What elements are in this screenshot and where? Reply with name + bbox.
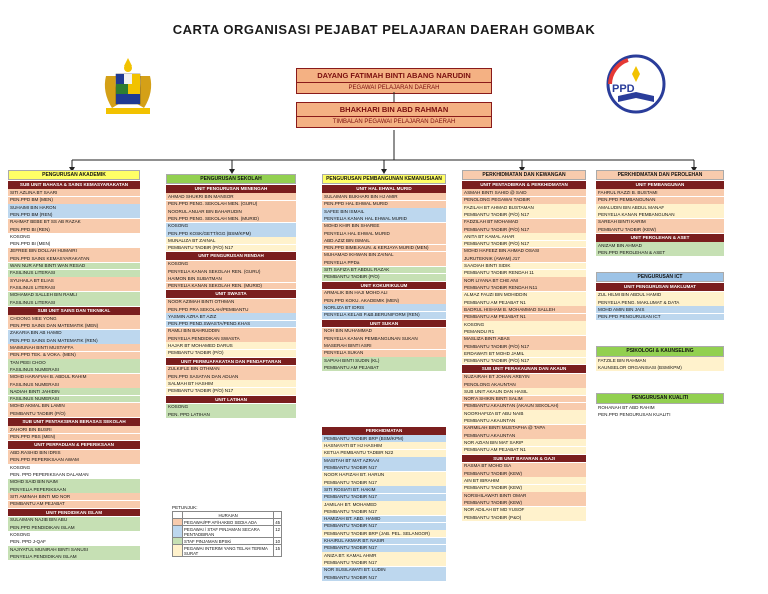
staff-entry: PENYELIA KELAB P.&B.BERUNIFORM (REN) <box>322 312 446 319</box>
legend-item: PEGAWAI/PP AF/HAKBO SEDIA ADA <box>183 519 274 526</box>
staff-entry: KOSONG <box>166 404 296 411</box>
staff-entry: PEMBANTU TADBIR N17 <box>322 523 446 530</box>
staff-entry: ANITA BT KAMAL AHAR <box>462 233 586 240</box>
column-header: PENGURUSAN PEMBANGUNAN KEMANUSIAAN <box>322 174 446 184</box>
staff-entry: NOORHAFIZA BT ABU NAIB <box>462 410 586 417</box>
unit-group <box>8 509 140 561</box>
staff-entry: NORLIZA BT IDRIS <box>322 304 446 311</box>
staff-entry: NOH BIN MUHAMMAD <box>322 328 446 335</box>
staff-entry: HAIMON BIN SUBATMAN <box>166 275 296 282</box>
unit-title: UNIT PENTADBIRAN & PERKHIDMATAN <box>462 181 586 189</box>
staff-entry: PEMBANTU TADBIR N17 <box>322 494 446 501</box>
staff-entry: PEN.PPD BI (MEN) <box>8 241 140 248</box>
unit-title: UNIT PERPADUAN & PEPERIKSAAN <box>8 441 140 449</box>
staff-entry: SUHAIMI BIN HARON <box>8 204 140 211</box>
staff-entry: ERDAWATI BT MOHD JAMIL <box>462 350 586 357</box>
staff-entry: PEMBANTU TADBIR N17 <box>322 574 446 581</box>
staff-entry: PEMBANTU TADBIR (KEW) <box>462 470 586 477</box>
staff-entry: KOSONG <box>8 464 140 471</box>
unit-group <box>596 283 724 320</box>
staff-entry: PEMBANTU TADBIR (P/O) <box>322 274 446 281</box>
staff-entry: ZULKIFLE BIN OTHMAN <box>166 366 296 373</box>
staff-entry: PENYELIA SUKAN <box>322 350 446 357</box>
unit-group <box>322 320 446 372</box>
staff-entry: MUHAMAD IKHWAN BIN ZAINAL <box>322 252 446 259</box>
staff-entry: PEMBANTU AKAUNTAN <box>462 432 586 439</box>
staff-entry: PEN.PPD KOSK/GETT/IGG (BSM/KPM) <box>166 230 296 237</box>
staff-entry: AMALUDIN BIN ABDUL MANAF <box>596 204 724 211</box>
staff-entry: PEMBANTU TADBIR (KEW) <box>462 485 586 492</box>
head-name: DAYANG FATIMAH BINTI ABANG NARUDIN <box>297 69 491 83</box>
unit-group <box>596 234 724 256</box>
column-sekolah <box>166 174 296 418</box>
legend-header: HURAIAN <box>183 512 274 519</box>
staff-entry: ANIZA BT. KAMAL AHMR <box>322 552 446 559</box>
legend <box>172 505 282 557</box>
staff-entry: PEMBANTU TADBIR BRP (BSM/KPM) <box>322 435 446 442</box>
unit-group <box>322 185 446 280</box>
staff-entry: AIN BT IBRAHIM <box>462 477 586 484</box>
staff-entry: PEN.PPD SAINS DAN MATEMATIK (MEN) <box>8 322 140 329</box>
staff-entry: PEMBANTU TADBIR (P/O) N17 <box>462 358 586 365</box>
staff-entry: ZAKARIA BIN AB HAMID <box>8 330 140 337</box>
staff-entry: PENOLONG PEGAWAI TADBIR <box>462 197 586 204</box>
staff-entry: FASILINUS LITERASI <box>8 284 140 291</box>
staff-entry: JAMILAH BT. MOHAMED <box>322 501 446 508</box>
staff-entry: PEN.PPD KOKU. AKADEMIK (MEN) <box>322 297 446 304</box>
staff-entry: PEMBANTU AM PEJABAT N1 <box>462 299 586 306</box>
staff-entry: PEN. PPD PEPERIKSAAN DALAMAN <box>8 472 140 479</box>
unit-group <box>166 396 296 418</box>
column-header: PENGURUSAN SEKOLAH <box>166 174 296 184</box>
unit-group <box>8 441 140 507</box>
staff-entry: PEN. PPD LATIHAN <box>166 411 296 418</box>
staff-entry: PEN.PPD PENGURUSAN KUALITI <box>596 411 724 418</box>
unit-title: SUB UNIT PENTAKSIRAN BERASAS SEKOLAH <box>8 418 140 426</box>
staff-entry: PENYELIA PENDIDIKAN ISLAM <box>8 553 140 560</box>
unit-group <box>166 252 296 289</box>
staff-entry: PEMBANTU TADBIR (P&O) <box>462 514 586 521</box>
staff-entry: PEMBANTU AKAUNTAN (AKAUN SEKOLAH) <box>462 403 586 410</box>
staff-entry: PENYELIA KANAN PEMBANGUNAN SUKAN <box>322 335 446 342</box>
staff-entry: NOR'A SHIKIN BINTI SALIM <box>462 396 586 403</box>
unit-title: UNIT PEMBANGUNAN <box>596 181 724 189</box>
legend-title: PETUNJUK: <box>172 505 198 510</box>
staff-entry: JURUTEKNIK (AWAM) J17 <box>462 255 586 262</box>
ppd-logo-text: PPD <box>612 83 635 95</box>
staff-entry: HASNAYATI BT HJ HASHIM <box>322 442 446 449</box>
staff-entry: ABD.AZIZ BIN ISMAIL <box>322 237 446 244</box>
staff-entry: PEN.PPD BM (REN) <box>8 211 140 218</box>
staff-entry: PEN.PPD PEPERIKSAAN AWAM <box>8 457 140 464</box>
deputy-name: BHAKHARI BIN ABD RAHMAN <box>297 103 491 117</box>
staff-entry: PEMBANTU TADBIR RENDAH 11 <box>462 270 586 277</box>
staff-entry: PEMBANTU TADBIR (P/O) N17 <box>462 211 586 218</box>
legend-table <box>172 511 282 557</box>
legend-swatch <box>173 526 183 538</box>
staff-entry: PEN.PPD PEMBANGUNAN <box>596 197 724 204</box>
staff-entry: MOHD HAFEEZ BIN AHMAD OSASI <box>462 248 586 255</box>
staff-entry: NOR ADILAH BT MD YUSOF <box>462 507 586 514</box>
staff-entry: NOOR AZIMAH BINTI OTHMAN <box>166 299 296 306</box>
staff-entry: PEMBANTU TADBIR (P/O) N17 <box>462 343 586 350</box>
unit-title: UNIT SWASTA <box>166 290 296 298</box>
staff-entry: PEMBANTU AM PEJABAT <box>8 501 140 508</box>
staff-entry: SAFEE BIN ISMAIL <box>322 208 446 215</box>
staff-entry: PEN.PPD PBS (MEN) <box>8 434 140 441</box>
staff-entry: AHMAD SHUKRI BIN MANSOR <box>166 193 296 200</box>
staff-entry: PEMANDU R1 <box>462 328 586 335</box>
staff-entry: PEN.PPD PENG. SEKOLAH MEN. (GURU) <box>166 201 296 208</box>
staff-entry: TAN PEEI CHOO <box>8 359 140 366</box>
staff-entry: PENYELIA KANAN PEMBANGUNAN <box>596 211 724 218</box>
column-akademik <box>8 170 140 560</box>
staff-entry: PENYELIA PENG. MAKLUMAT & DATA <box>596 299 724 306</box>
staff-entry: PEN.PPD PEND.SWASTA/PEND.KHAS <box>166 321 296 328</box>
unit-title: UNIT PENGURUSAN MAKLUMAT <box>596 283 724 291</box>
staff-entry: NOR LIYANA BT CHE ANI <box>462 277 586 284</box>
staff-entry: PEMBANTU TADBIR (P/O) N17 <box>166 388 296 395</box>
staff-entry: NADIAH BINTI JAHIDIN <box>8 388 140 395</box>
staff-entry: PEN. PPD J-QAF <box>8 539 140 546</box>
staff-entry: PEN.PPD PRA SEKOLAH/PEMBANTU <box>166 306 296 313</box>
staff-entry: WAN NUR AFNI BINTI WAN RESAD <box>8 263 140 270</box>
unit-title: SUB UNIT BAHASA & SAINS KEMASYARAKATAN <box>8 181 140 189</box>
column-header: PSIKOLOGI & KAUNSELING <box>596 346 724 356</box>
column-header: PENGURUSAN AKADEMIK <box>8 170 140 180</box>
staff-entry: FAZILAH BT AHMAD BUSTAMAN <box>462 204 586 211</box>
staff-entry: SYUHAILA BT ELIAS <box>8 277 140 284</box>
staff-entry: PEN.PPD SAINS KEMASYARAKATAN <box>8 255 140 262</box>
column-perolehan <box>596 170 724 418</box>
unit-title: UNIT HAL EHWAL MURID <box>322 185 446 193</box>
staff-entry: SAADIAH BINTI SIDIK <box>462 263 586 270</box>
unit-title: SUB UNIT BAYARAN & GAJI <box>462 455 586 463</box>
unit-title: SUB UNIT PERAKAUNAN DAN AKAUN <box>462 365 586 373</box>
staff-entry: SUB UNIT AKAUN DAN HASIL <box>462 388 586 395</box>
staff-entry: NORSHILAWATI BINTI OMAR <box>462 492 586 499</box>
staff-entry: SITI AZLINA BT SAARI <box>8 189 140 196</box>
staff-entry: JEFREE BIN DOLLAH HUMAIRI <box>8 248 140 255</box>
staff-entry: PENYELIA PENDIDIKAN SWASTA <box>166 335 296 342</box>
staff-entry: PEMBANTU TADBIR (P/O) N17 <box>462 226 586 233</box>
staff-entry: KOSONG <box>166 223 296 230</box>
staff-entry: YASMIN AZRA BT AZIZ <box>166 313 296 320</box>
staff-entry: RAMLI BIN BAHRUDDIN <box>166 328 296 335</box>
staff-entry: PENOLONG AKAUNTAN <box>462 381 586 388</box>
staff-entry: PEN.PPD BIMB.KAUN. & KERJAYA MURID (MEN) <box>322 245 446 252</box>
legend-count: 12 <box>274 526 282 538</box>
staff-entry: PEMBANTU TADBIR (P/O) N17 <box>462 241 586 248</box>
deputy-role: TIMBALAN PEGAWAI PELAJARAN DAERAH <box>297 117 491 127</box>
staff-entry: MOHD KHIR BIN SHAREE <box>322 223 446 230</box>
unit-group <box>166 358 296 395</box>
spacer <box>596 320 724 346</box>
staff-entry: PEMBANTU TADBIR (KEW) <box>462 499 586 506</box>
staff-entry: RASMA BT MOHD ISA <box>462 463 586 470</box>
spacer <box>596 256 724 272</box>
staff-entry: SAPIAH BINTI SUDIN (KL) <box>322 357 446 364</box>
unit-title: SUB UNIT SAINS DAN TEKNIKAL <box>8 307 140 315</box>
staff-entry: SITI SAFIZA BT ABDUL RAZAK <box>322 267 446 274</box>
staff-entry: MOHD SAID BIN NAIM <box>8 479 140 486</box>
spacer <box>596 371 724 393</box>
staff-entry: FATZILE BIN RAHMAN <box>596 357 724 364</box>
staff-entry: NOR AZIAN BIN MAT SARIP <box>462 439 586 446</box>
staff-entry: HAMIZAH BT. ABD. HAMID <box>322 516 446 523</box>
unit-group <box>462 455 586 521</box>
staff-entry: MASLIZA BINTI ABAS <box>462 336 586 343</box>
unit-group <box>322 282 446 319</box>
staff-entry: SITI ROSIATI BT. HAKIM <box>322 486 446 493</box>
staff-entry: FASILINUS NUMERASI <box>8 396 140 403</box>
staff-entry: KARMILAH BINTI MUSTAPHA @ TAPA <box>462 425 586 432</box>
staff-entry: PEMBANTU TADBIR BRP (JAB. PEL. SELANGOR) <box>322 530 446 537</box>
staff-entry: PEN.PPD SAINS DAN MATEMATIK (REN) <box>8 337 140 344</box>
staff-entry: PENYELIA PEPERIKSAAN <box>8 486 140 493</box>
unit-group <box>596 181 724 233</box>
unit-title: UNIT SUKAN <box>322 320 446 328</box>
staff-entry: KAUNSELOR ORGANISASI (BSM/KPM) <box>596 364 724 371</box>
staff-entry: SITI AMINAH BINTI MD NOR <box>8 493 140 500</box>
legend-count: 10 <box>275 538 280 544</box>
staff-entry: PEN.PPD PENDIDIKAN ISLAM <box>8 524 140 531</box>
staff-entry: PENYELIA KANAN SEKOLAH REN. (MURID) <box>166 283 296 290</box>
staff-entry: SALMAH BT HASHIM <box>166 380 296 387</box>
head-role: PEGAWAI PELAJARAN DAERAH <box>297 83 491 93</box>
column-header: PENGURUSAN ICT <box>596 272 724 282</box>
staff-entry: ANIZAM BIN AHMAD <box>596 242 724 249</box>
unit-title: UNIT KOKURIKULUM <box>322 282 446 290</box>
staff-entry: PEMBANTU TADBIR (P/O) N17 <box>166 245 296 252</box>
staff-entry: PEMBANTU TADBIR N17 <box>322 508 446 515</box>
staff-entry: MAIMUNAH BINTI MUSTAFFA <box>8 344 140 351</box>
unit-title: UNIT PENGURUSAN RENDAH <box>166 252 296 260</box>
unit-group <box>8 418 140 440</box>
column-header: PERKHIDMATAN DAN KEWANGAN <box>462 170 586 180</box>
staff-entry: PEN.PPD PEROLEHAN & ASET <box>596 249 724 256</box>
staff-entry: PEMBANTU TADBIR N17 <box>322 545 446 552</box>
staff-entry: FAHRUL RAZZI B. BUSTAMI <box>596 189 724 196</box>
staff-entry: ALMAZ FAUZI BIN MOHIDDIN <box>462 292 586 299</box>
staff-entry: PEN.PPD SASATAN DAN ADUAN <box>166 373 296 380</box>
staff-entry: NOR SUSILAWATI BT. LUDIN <box>322 567 446 574</box>
staff-entry: KOSONG <box>166 261 296 268</box>
staff-entry: FASILINUS NUMERASI <box>8 366 140 373</box>
legend-swatch <box>173 538 183 545</box>
staff-entry: NOORUL ANUAR BIN BAHARUDIN <box>166 208 296 215</box>
column-perkhidmatan <box>322 426 446 581</box>
staff-entry: PEMBANTU TADBIR N17 <box>322 559 446 566</box>
staff-entry: PEMBANTU AKAUNTAN <box>462 417 586 424</box>
unit-title: UNIT PERMUAFAKATAN DAN PENDAFTARAN <box>166 358 296 366</box>
column-header: PENGURUSAN KUALITI <box>596 393 724 403</box>
unit-title: UNIT LATIHAN <box>166 396 296 404</box>
staff-entry: CHOONG MEE YONG <box>8 315 140 322</box>
staff-entry: PENYELIA HAL EHWAL MURID <box>322 230 446 237</box>
column-header: PERKHIDMATAN DAN PEROLEHAN <box>596 170 724 180</box>
staff-entry: ROHANAH BT ABD RAHIM <box>596 404 724 411</box>
staff-entry: PENYELIA KANAN SEKOLAH REN. (GURU) <box>166 268 296 275</box>
unit-group <box>462 181 586 364</box>
staff-entry: MOHD HARAFIAH B. ABDUL RAHIM <box>8 374 140 381</box>
legend-count: 45 <box>275 519 280 525</box>
staff-entry: PEN.PPD PENG. SEKOLAH MEN. (MURID) <box>166 215 296 222</box>
staff-entry: PENYELIA PPDa <box>322 259 446 266</box>
staff-entry: ASMAH BINTI SAHID @ SAID <box>462 189 586 196</box>
unit-group <box>462 365 586 453</box>
unit-group <box>8 307 140 417</box>
staff-entry: PEN.PPD PENGURUSAN ICT <box>596 314 724 321</box>
staff-entry: PEMBANTU AM PEJABAT N1 <box>462 447 586 454</box>
staff-entry: FASILINUS LITERASI <box>8 270 140 277</box>
staff-entry: PEMBANTU TADBIR RENDAH N11 <box>462 284 586 291</box>
staff-entry: NAJIYATUL MUNIRAH BINTI SANUSI <box>8 546 140 553</box>
legend-item: STAF PINJAMAN BPSKi <box>183 538 274 545</box>
staff-entry: ABD.RASHID BIN IDRIS <box>8 450 140 457</box>
staff-entry: MASITAH BT MAT AZRAAI <box>322 457 446 464</box>
staff-entry: NUZAIRAH BT JOHAN ARBYIN <box>462 374 586 381</box>
staff-entry: MASERAH BINTI ASRI <box>322 342 446 349</box>
staff-entry: MOHD AMIN BIN JAIS <box>596 306 724 313</box>
unit-title: UNIT PENDIDIKAN ISLAM <box>8 509 140 517</box>
staff-entry: ARMALIK BIN HAJI MOHD ALI <box>322 290 446 297</box>
staff-entry: SULAIMAN BUKHARI BIN HJ AMIR <box>322 193 446 200</box>
chart-title: CARTA ORGANISASI PEJABAT PELAJARAN DAERAH GOMBAK <box>172 22 596 37</box>
staff-entry: PEMBANTU TADBIR N17 <box>322 479 446 486</box>
column-pembangunan <box>322 174 446 371</box>
unit-group <box>8 181 140 306</box>
staff-entry: PEMBANTU TADBIR N17 <box>322 464 446 471</box>
legend-item: PEGAWAI / STAF PINJAMAN SECARA PENTADBIRAN <box>183 526 274 538</box>
staff-entry: KOSONG <box>462 321 586 328</box>
staff-entry: FASILINUS LITERASI <box>8 299 140 306</box>
column-kewangan <box>462 170 586 521</box>
staff-entry: SULAIMAN NAJIB BIN ABU <box>8 517 140 524</box>
staff-entry: PEN.PPD BM (MEN) <box>8 197 140 204</box>
staff-entry: RAHMAT BEBE BT SS AB RAZAK <box>8 219 140 226</box>
legend-swatch <box>173 519 183 526</box>
legend-count: 15 <box>274 545 282 557</box>
staff-entry: PEMBANTU AM PEJABAT <box>322 364 446 371</box>
staff-entry: PENYELIA KANAN HAL EHWAL MURID <box>322 215 446 222</box>
staff-entry: PEMBANTU AM PEJABAT N1 <box>462 314 586 321</box>
legend-item: PEGAWAI INTERIM YANG TELAH TERIMA SURAT <box>183 545 274 557</box>
staff-entry: MUNALIZA BT ZAINAL <box>166 237 296 244</box>
staff-entry: HAJAR BT MOHAMED DARUS <box>166 342 296 349</box>
staff-entry: PEN.PPD HAL EHWAL MURID <box>322 201 446 208</box>
staff-entry: KETUA PEMBANTU TADBIR N22 <box>322 450 446 457</box>
staff-entry: NOOR HAFIZAH BT. HARUN <box>322 472 446 479</box>
staff-entry: FADZILAH BT MOHAMAD <box>462 219 586 226</box>
staff-entry: KOSONG <box>8 531 140 538</box>
staff-entry: ZAHORI BIN BUSRI <box>8 426 140 433</box>
staff-entry: ZUL HILMI BIN ABDUL HAMID <box>596 292 724 299</box>
staff-entry: MOHAMAD SALLEH BIN RAMLI <box>8 292 140 299</box>
staff-entry: PEN.PPD TEK. & VOKA. (MEN) <box>8 352 140 359</box>
unit-group <box>166 185 296 251</box>
staff-entry: PEMBANTU TADBIR (KEW) <box>596 226 724 233</box>
staff-entry: PEMBANTU TADBIR (P/O) <box>166 350 296 357</box>
unit-group <box>166 290 296 356</box>
legend-swatch <box>173 545 183 557</box>
staff-entry: MOHD AKMAL BIN LAMIN <box>8 403 140 410</box>
unit-title: PERKHIDMATAN <box>322 427 446 435</box>
staff-entry: KOSONG <box>8 233 140 240</box>
staff-entry: KHAIRUL AKMAR BT. NASIR <box>322 538 446 545</box>
staff-entry: FASILINUS NUMERASI <box>8 381 140 388</box>
staff-entry: PEMBANTU TADBIR (P/O) <box>8 410 140 417</box>
unit-title: UNIT PEROLEHAN & ASET <box>596 234 724 242</box>
staff-entry: SAREAH BINTI KARIM <box>596 219 724 226</box>
unit-title: UNIT PENGURUSAN MENENGAH <box>166 185 296 193</box>
staff-entry: BADRUL HISHAM B. MOHAMMAD SALLEH <box>462 306 586 313</box>
staff-entry: PEN.PPD BI (REN) <box>8 226 140 233</box>
